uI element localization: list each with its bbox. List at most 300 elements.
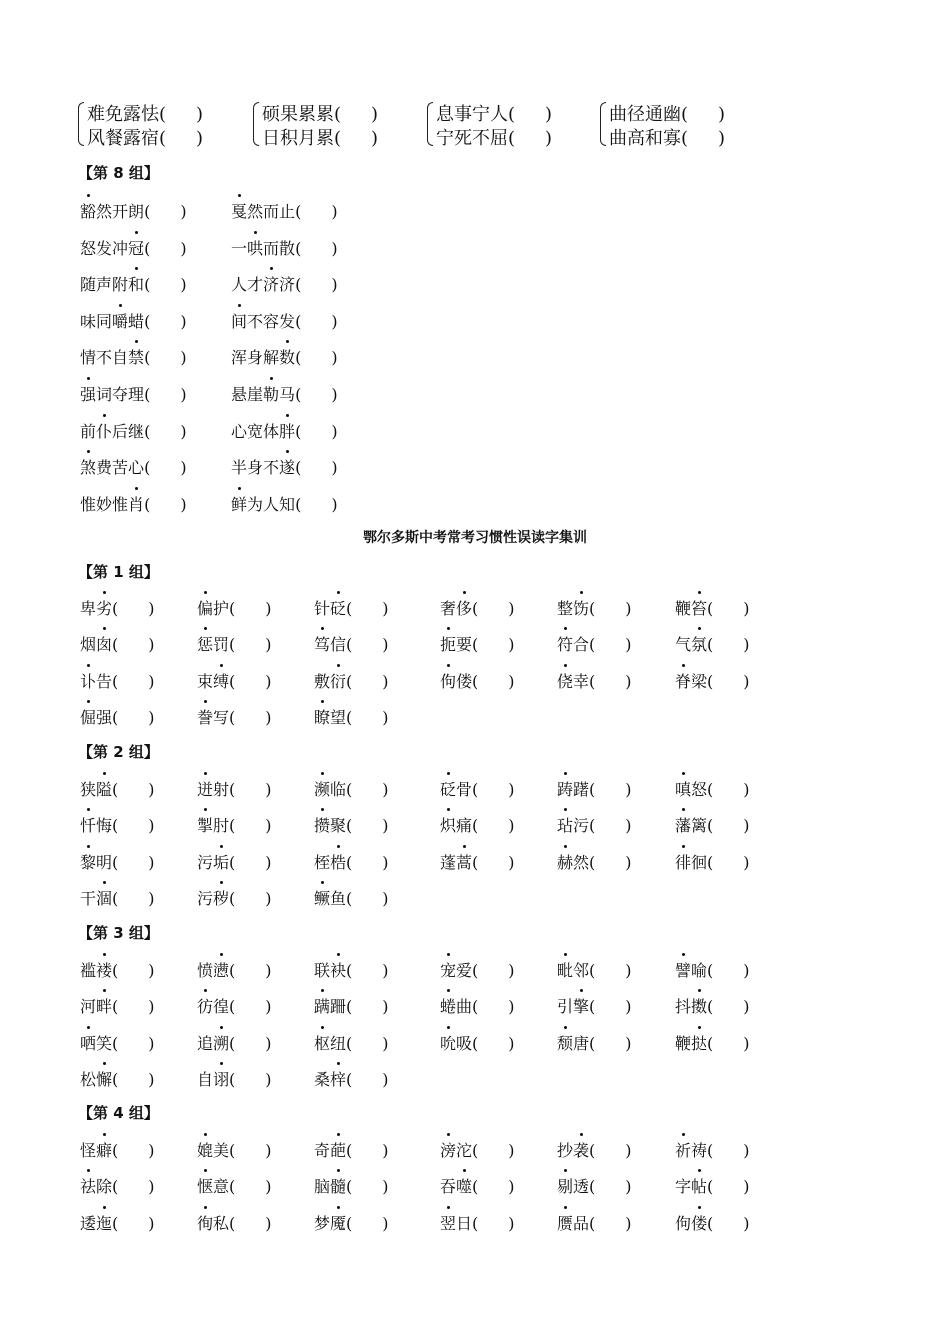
- answer-blank[interactable]: ( ): [295, 202, 338, 221]
- answer-blank[interactable]: ( ): [707, 671, 750, 691]
- emphasis-dot-char: 数: [279, 345, 295, 368]
- word-item: [314, 669, 389, 692]
- emphasis-dot-char: 踌: [557, 777, 573, 800]
- emphasis-dot-char: 诩: [213, 1067, 229, 1090]
- group-heading: 【第 2 组】: [78, 743, 159, 761]
- answer-blank[interactable]: ( ): [112, 889, 155, 909]
- brace-bracket: [600, 102, 606, 146]
- answer-blank[interactable]: ( ): [707, 961, 750, 980]
- idiom-item: [436, 124, 552, 150]
- answer-blank[interactable]: ( ): [112, 961, 155, 980]
- answer-blank[interactable]: ( ): [112, 1177, 155, 1197]
- word-text: 吮吸: [440, 1034, 472, 1053]
- answer-blank[interactable]: ( ): [508, 128, 553, 149]
- word-text: 忏悔: [80, 816, 112, 835]
- word-item: [231, 419, 338, 442]
- word-text: 滂沱: [440, 1141, 472, 1160]
- emphasis-dot-char: 攒: [314, 813, 330, 836]
- word-text: 束缚: [197, 672, 229, 691]
- word-text: 自诩: [197, 1070, 229, 1089]
- answer-blank[interactable]: ( ): [472, 1033, 515, 1053]
- word-text: 桎梏: [314, 853, 346, 872]
- word-text: 濒临: [314, 780, 346, 799]
- emphasis-dot-char: 袭: [573, 1138, 589, 1161]
- emphasis-dot-char: 溯: [213, 1031, 229, 1054]
- emphasis-dot-char: 掣: [197, 813, 213, 836]
- word-text: 侥幸: [557, 672, 589, 691]
- word-item: [557, 1031, 632, 1054]
- answer-blank[interactable]: ( ): [472, 599, 515, 618]
- emphasis-dot-char: 饬: [573, 596, 589, 619]
- word-item: [80, 492, 187, 515]
- emphasis-dot-char: 遂: [279, 455, 295, 478]
- word-item: [197, 958, 272, 981]
- word-text: 惩罚: [197, 635, 229, 654]
- word-item: [440, 994, 515, 1017]
- word-item: [197, 850, 272, 873]
- emphasis-dot-char: 惩: [197, 632, 213, 655]
- word-item: [231, 236, 338, 259]
- idiom-text: 风餐露宿: [87, 128, 159, 149]
- word-text: 味同嚼蜡: [80, 312, 144, 331]
- answer-blank[interactable]: ( ): [346, 780, 389, 799]
- word-text: 间不容发: [231, 312, 295, 331]
- word-text: 污垢: [197, 853, 229, 872]
- answer-blank[interactable]: ( ): [144, 238, 187, 258]
- word-text: 攒聚: [314, 816, 346, 835]
- word-item: [440, 1031, 515, 1054]
- emphasis-dot-char: 袂: [330, 958, 346, 981]
- word-item: [80, 272, 187, 295]
- word-item: [440, 777, 515, 800]
- emphasis-dot-char: 祛: [80, 1174, 96, 1197]
- word-text: 徘徊: [675, 853, 707, 872]
- answer-blank[interactable]: ( ): [144, 348, 187, 368]
- word-text: 奢侈: [440, 599, 472, 618]
- emphasis-dot-char: 懈: [96, 1067, 112, 1090]
- word-text: 强词夺理: [80, 385, 144, 404]
- answer-blank[interactable]: ( ): [472, 961, 515, 980]
- answer-blank[interactable]: ( ): [295, 421, 338, 441]
- answer-blank[interactable]: ( ): [472, 635, 515, 655]
- answer-blank[interactable]: ( ): [346, 852, 389, 872]
- answer-blank[interactable]: ( ): [346, 599, 389, 618]
- answer-blank[interactable]: ( ): [144, 421, 187, 441]
- answer-blank[interactable]: ( ): [112, 671, 155, 691]
- emphasis-dot-char: 濒: [314, 777, 330, 800]
- emphasis-dot-char: 讣: [80, 669, 96, 692]
- word-text: 干涸: [80, 889, 112, 908]
- answer-blank[interactable]: ( ): [472, 816, 515, 836]
- word-item: [80, 994, 155, 1017]
- answer-blank[interactable]: ( ): [229, 961, 272, 980]
- word-item: [80, 1211, 155, 1234]
- word-item: [314, 1067, 389, 1090]
- word-text: 引擎: [557, 997, 589, 1016]
- word-item: [231, 345, 338, 368]
- emphasis-dot-char: 扼: [440, 632, 456, 655]
- answer-blank[interactable]: ( ): [229, 816, 272, 836]
- answer-blank[interactable]: ( ): [295, 238, 338, 258]
- answer-blank[interactable]: ( ): [346, 1070, 389, 1090]
- answer-blank[interactable]: ( ): [589, 816, 632, 836]
- emphasis-dot-char: 蜷: [440, 994, 456, 1017]
- word-item: [557, 777, 632, 800]
- answer-blank[interactable]: ( ): [159, 104, 204, 125]
- answer-blank[interactable]: ( ): [112, 852, 155, 872]
- answer-blank[interactable]: ( ): [229, 1177, 272, 1197]
- answer-blank[interactable]: ( ): [346, 635, 389, 655]
- word-item: [440, 1211, 515, 1234]
- answer-blank[interactable]: ( ): [707, 635, 750, 655]
- brace-bracket: [78, 102, 84, 146]
- emphasis-dot-char: 藩: [675, 813, 691, 836]
- word-item: [80, 419, 187, 442]
- emphasis-dot-char: 擞: [691, 994, 707, 1017]
- emphasis-dot-char: 符: [557, 632, 573, 655]
- word-item: [675, 958, 750, 981]
- emphasis-dot-char: 偏: [197, 596, 213, 619]
- answer-blank[interactable]: ( ): [295, 494, 338, 514]
- emphasis-dot-char: 帖: [691, 1174, 707, 1197]
- answer-blank[interactable]: ( ): [707, 1213, 750, 1233]
- answer-blank[interactable]: ( ): [589, 1213, 632, 1233]
- word-text: 怒发冲冠: [80, 239, 144, 258]
- word-text: 惬意: [197, 1177, 229, 1196]
- answer-blank[interactable]: ( ): [472, 1177, 515, 1197]
- word-text: 瞭望: [314, 708, 346, 727]
- answer-blank[interactable]: ( ): [229, 635, 272, 655]
- word-item: [197, 1138, 272, 1161]
- word-text: 毗邻: [557, 961, 589, 980]
- word-item: [314, 1031, 389, 1054]
- word-text: 炽痛: [440, 816, 472, 835]
- emphasis-dot-char: 涸: [96, 886, 112, 909]
- answer-blank[interactable]: ( ): [112, 599, 155, 618]
- emphasis-dot-char: 豁: [80, 199, 96, 222]
- word-item: [557, 1211, 632, 1234]
- word-text: 倔强: [80, 708, 112, 727]
- word-text: 褴褛: [80, 961, 112, 980]
- word-item: [557, 994, 632, 1017]
- word-text: 追溯: [197, 1034, 229, 1053]
- word-text: 扼要: [440, 635, 472, 654]
- answer-blank[interactable]: ( ): [112, 708, 155, 728]
- answer-blank[interactable]: ( ): [346, 1213, 389, 1233]
- word-item: [231, 199, 338, 222]
- answer-blank[interactable]: ( ): [472, 1213, 515, 1233]
- answer-blank[interactable]: ( ): [589, 1177, 632, 1197]
- answer-blank[interactable]: ( ): [508, 104, 553, 125]
- idiom-pair-row: [78, 100, 778, 148]
- answer-blank[interactable]: ( ): [707, 1177, 750, 1197]
- answer-blank[interactable]: ( ): [472, 780, 515, 799]
- emphasis-dot-char: 脊: [675, 669, 691, 692]
- word-item: [197, 1031, 272, 1054]
- word-text: 气氛: [675, 635, 707, 654]
- word-text: 祈祷: [675, 1141, 707, 1160]
- word-text: 符合: [557, 635, 589, 654]
- emphasis-dot-char: 佝: [440, 669, 456, 692]
- answer-blank[interactable]: ( ): [112, 1213, 155, 1233]
- word-item: [440, 596, 515, 619]
- idiom-item: [262, 100, 378, 126]
- emphasis-dot-char: 偻: [691, 1211, 707, 1234]
- word-item: [197, 1067, 272, 1090]
- answer-blank[interactable]: ( ): [346, 997, 389, 1017]
- word-text: 赫然: [557, 853, 589, 872]
- emphasis-dot-char: 禁: [128, 345, 144, 368]
- answer-blank[interactable]: ( ): [112, 816, 155, 836]
- answer-blank[interactable]: ( ): [681, 128, 726, 149]
- answer-blank[interactable]: ( ): [112, 780, 155, 799]
- word-item: [80, 1067, 155, 1090]
- word-text: 人才济济: [231, 275, 295, 294]
- word-text: 祛除: [80, 1177, 112, 1196]
- group-heading: 【第 8 组】: [78, 164, 159, 182]
- word-text: 宠爱: [440, 961, 472, 980]
- word-item: [80, 1138, 155, 1161]
- answer-blank[interactable]: ( ): [346, 1033, 389, 1053]
- word-item: [675, 813, 750, 836]
- emphasis-dot-char: 和: [128, 272, 144, 295]
- word-item: [231, 492, 338, 515]
- word-item: [231, 272, 338, 295]
- answer-blank[interactable]: ( ): [707, 997, 750, 1017]
- answer-blank[interactable]: ( ): [229, 599, 272, 618]
- answer-blank[interactable]: ( ): [112, 635, 155, 655]
- word-text: 黎明: [80, 853, 112, 872]
- idiom-item: [436, 100, 552, 126]
- answer-blank[interactable]: ( ): [229, 780, 272, 799]
- answer-blank[interactable]: ( ): [112, 1070, 155, 1090]
- answer-blank[interactable]: ( ): [144, 202, 187, 221]
- word-item: [440, 669, 515, 692]
- emphasis-dot-char: 垢: [213, 850, 229, 873]
- answer-blank[interactable]: ( ): [346, 1141, 389, 1160]
- answer-blank[interactable]: ( ): [144, 275, 187, 295]
- idiom-text: 曲径通幽: [609, 104, 681, 125]
- answer-blank[interactable]: ( ): [229, 1033, 272, 1053]
- word-item: [557, 850, 632, 873]
- idiom-item: [87, 100, 203, 126]
- emphasis-dot-char: 冠: [128, 236, 144, 259]
- answer-blank[interactable]: ( ): [144, 458, 187, 478]
- answer-blank[interactable]: ( ): [229, 671, 272, 691]
- answer-blank[interactable]: ( ): [589, 671, 632, 691]
- answer-blank[interactable]: ( ): [681, 104, 726, 125]
- answer-blank[interactable]: ( ): [295, 311, 338, 331]
- word-item: [314, 850, 389, 873]
- emphasis-dot-char: 哂: [80, 1031, 96, 1054]
- word-item: [557, 632, 632, 655]
- word-item: [80, 669, 155, 692]
- word-text: 踌躇: [557, 780, 589, 799]
- word-item: [675, 1174, 750, 1197]
- answer-blank[interactable]: ( ): [295, 458, 338, 478]
- word-text: 譬喻: [675, 961, 707, 980]
- answer-blank[interactable]: ( ): [472, 1141, 515, 1160]
- word-text: 彷徨: [197, 997, 229, 1016]
- emphasis-dot-char: 褛: [96, 958, 112, 981]
- emphasis-dot-char: 砭: [440, 777, 456, 800]
- emphasis-dot-char: 葩: [330, 1138, 346, 1161]
- emphasis-dot-char: 颓: [557, 1031, 573, 1054]
- emphasis-dot-char: 笃: [314, 632, 330, 655]
- group-heading: 【第 1 组】: [78, 563, 159, 581]
- emphasis-dot-char: 劣: [96, 596, 112, 619]
- word-item: [80, 596, 155, 619]
- word-item: [675, 632, 750, 655]
- answer-blank[interactable]: ( ): [346, 889, 389, 909]
- answer-blank[interactable]: ( ): [229, 852, 272, 872]
- word-item: [675, 596, 750, 619]
- emphasis-dot-char: 迸: [197, 777, 213, 800]
- word-text: 讣告: [80, 672, 112, 691]
- answer-blank[interactable]: ( ): [112, 1033, 155, 1053]
- answer-blank[interactable]: ( ): [112, 1141, 155, 1160]
- answer-blank[interactable]: ( ): [346, 708, 389, 728]
- word-item: [440, 850, 515, 873]
- answer-blank[interactable]: ( ): [589, 997, 632, 1017]
- answer-blank[interactable]: ( ): [707, 816, 750, 836]
- word-text: 逶迤: [80, 1214, 112, 1233]
- word-text: 整饬: [557, 599, 589, 618]
- word-item: [197, 596, 272, 619]
- word-text: 敷衍: [314, 672, 346, 691]
- emphasis-dot-char: 砭: [330, 596, 346, 619]
- word-item: [197, 886, 272, 909]
- word-item: [231, 382, 338, 405]
- emphasis-dot-char: 鲜: [231, 492, 247, 515]
- emphasis-dot-char: 强: [80, 382, 96, 405]
- word-item: [80, 309, 187, 332]
- answer-blank[interactable]: ( ): [707, 780, 750, 799]
- emphasis-dot-char: 鳜: [314, 886, 330, 909]
- emphasis-dot-char: 玷: [557, 813, 573, 836]
- word-item: [197, 1174, 272, 1197]
- word-item: [80, 345, 187, 368]
- answer-blank[interactable]: ( ): [346, 816, 389, 836]
- word-item: [197, 1211, 272, 1234]
- answer-blank[interactable]: ( ): [229, 997, 272, 1017]
- idiom-item: [609, 124, 725, 150]
- word-item: [80, 455, 187, 478]
- word-text: 狭隘: [80, 780, 112, 799]
- answer-blank[interactable]: ( ): [589, 780, 632, 799]
- word-text: 浑身解数: [231, 348, 295, 367]
- emphasis-dot-char: 赫: [557, 850, 573, 873]
- emphasis-dot-char: 嚼: [112, 309, 128, 332]
- emphasis-dot-char: 祈: [675, 1138, 691, 1161]
- emphasis-dot-char: 侥: [557, 669, 573, 692]
- emphasis-dot-char: 隘: [96, 777, 112, 800]
- idiom-text: 日积月累: [262, 128, 334, 149]
- answer-blank[interactable]: ( ): [295, 275, 338, 295]
- answer-blank[interactable]: ( ): [229, 1141, 272, 1160]
- answer-blank[interactable]: ( ): [295, 385, 338, 404]
- answer-blank[interactable]: ( ): [346, 671, 389, 691]
- word-text: 字帖: [675, 1177, 707, 1196]
- emphasis-dot-char: 宠: [440, 958, 456, 981]
- word-text: 迸射: [197, 780, 229, 799]
- answer-blank[interactable]: ( ): [472, 671, 515, 691]
- answer-blank[interactable]: ( ): [112, 997, 155, 1017]
- section-title: 鄂尔多斯中考常考习惯性误读字集训: [363, 530, 587, 546]
- answer-blank[interactable]: ( ): [346, 1177, 389, 1197]
- answer-blank[interactable]: ( ): [589, 1033, 632, 1053]
- word-item: [80, 632, 155, 655]
- answer-blank[interactable]: ( ): [472, 997, 515, 1017]
- answer-blank[interactable]: ( ): [589, 635, 632, 655]
- idiom-text: 宁死不屈: [436, 128, 508, 149]
- word-text: 桑梓: [314, 1070, 346, 1089]
- answer-blank[interactable]: ( ): [229, 1213, 272, 1233]
- idiom-text: 硕果累累: [262, 104, 334, 125]
- word-text: 河畔: [80, 997, 112, 1016]
- idiom-pair: [78, 100, 248, 148]
- idiom-text: 难免露怯: [87, 104, 159, 125]
- word-text: 烟囱: [80, 635, 112, 654]
- emphasis-dot-char: 剔: [557, 1174, 573, 1197]
- answer-blank[interactable]: ( ): [589, 852, 632, 872]
- brace-bracket: [427, 102, 433, 146]
- answer-blank[interactable]: ( ): [589, 599, 632, 618]
- answer-blank[interactable]: ( ): [707, 1033, 750, 1053]
- word-item: [557, 596, 632, 619]
- answer-blank[interactable]: ( ): [346, 961, 389, 980]
- word-text: 一哄而散: [231, 239, 295, 258]
- emphasis-dot-char: 譬: [675, 958, 691, 981]
- answer-blank[interactable]: ( ): [144, 385, 187, 404]
- word-item: [197, 994, 272, 1017]
- answer-blank[interactable]: ( ): [707, 1141, 750, 1160]
- word-item: [80, 886, 155, 909]
- answer-blank[interactable]: ( ): [295, 348, 338, 368]
- answer-blank[interactable]: ( ): [334, 128, 379, 149]
- word-item: [231, 455, 338, 478]
- answer-blank[interactable]: ( ): [159, 128, 204, 149]
- answer-blank[interactable]: ( ): [144, 311, 187, 331]
- answer-blank[interactable]: ( ): [707, 852, 750, 872]
- word-item: [440, 958, 515, 981]
- answer-blank[interactable]: ( ): [589, 961, 632, 980]
- answer-blank[interactable]: ( ): [589, 1141, 632, 1160]
- answer-blank[interactable]: ( ): [229, 889, 272, 909]
- emphasis-dot-char: 胖: [279, 419, 295, 442]
- answer-blank[interactable]: ( ): [334, 104, 379, 125]
- word-item: [314, 705, 389, 728]
- word-item: [314, 777, 389, 800]
- answer-blank[interactable]: ( ): [144, 494, 187, 514]
- emphasis-dot-char: 仆: [96, 419, 112, 442]
- emphasis-dot-char: 囱: [96, 632, 112, 655]
- answer-blank[interactable]: ( ): [229, 708, 272, 728]
- word-item: [197, 669, 272, 692]
- emphasis-dot-char: 擎: [573, 994, 589, 1017]
- word-text: 鞭笞: [675, 599, 707, 618]
- answer-blank[interactable]: ( ): [707, 599, 750, 618]
- answer-blank[interactable]: ( ): [229, 1070, 272, 1090]
- emphasis-dot-char: 梓: [330, 1067, 346, 1090]
- emphasis-dot-char: 誊: [197, 705, 213, 728]
- answer-blank[interactable]: ( ): [472, 852, 515, 872]
- idiom-pair: [253, 100, 423, 148]
- emphasis-dot-char: 济: [263, 272, 279, 295]
- group-heading: 【第 4 组】: [78, 1104, 159, 1122]
- emphasis-dot-char: 黎: [80, 850, 96, 873]
- idiom-text: 曲高和寡: [609, 128, 681, 149]
